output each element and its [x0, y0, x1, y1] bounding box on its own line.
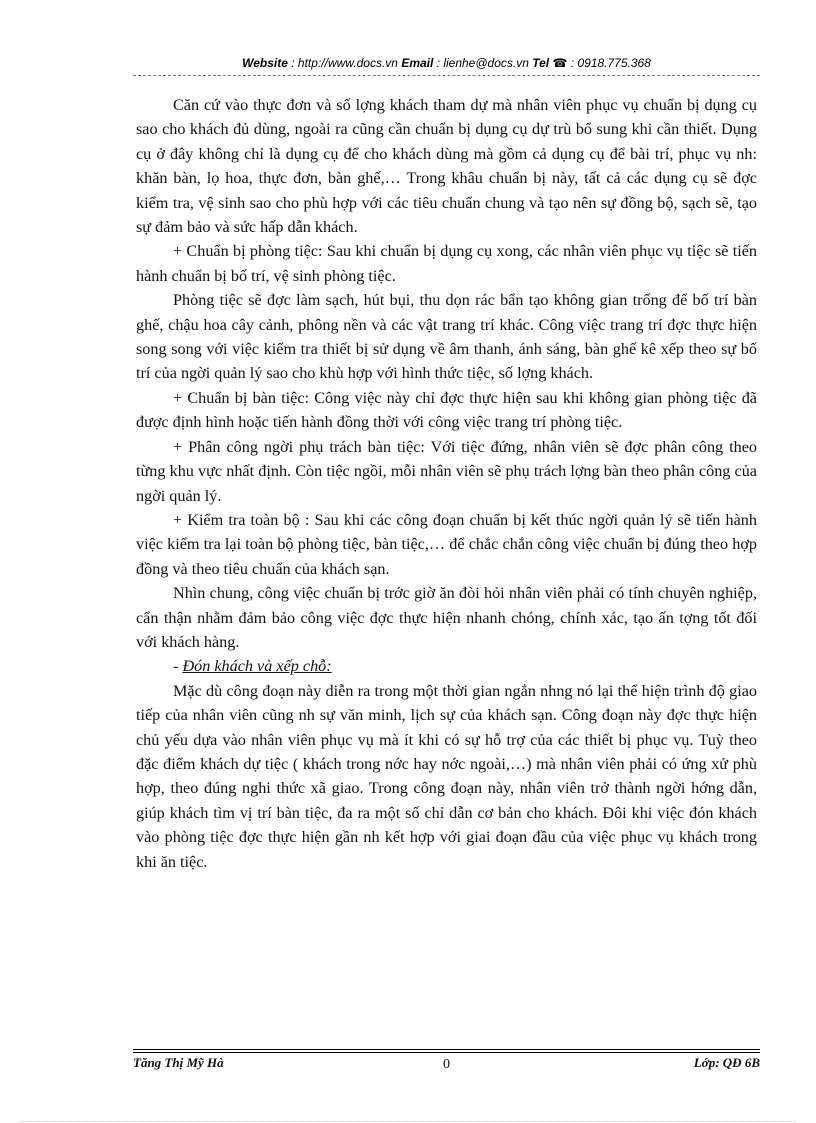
paragraph: + Kiểm tra toàn bộ : Sau khi các công đoạn chuẩn bị kết thúc ngời quản lý sẽ tiến hành việc kiểm tra lại toàn bộ phòng tiệc, bàn tiệc,… để chắc chắn công việc chuẩn bị đúng theo hợp đồng và theo tiêu chuẩn của khách sạn.	[136, 510, 757, 578]
footer-divider-top	[133, 1049, 760, 1050]
section-heading-prefix: -	[173, 657, 183, 676]
paragraph: Căn cứ vào thực đơn và số lợng khách tham dự mà nhân viên phục vụ chuẩn bị dụng cụ sao cho khách đủ dùng, ngoài ra cũng cần chuẩn bị dụng cụ dự trù bổ sung khi cần thiết. Dụng cụ ở đây không chỉ là dụng cụ để cho khách dùng mà gồm cả dụng cụ để bài trí, phục vụ nh: khăn bàn, lọ hoa, thực đơn, bàn ghế,… Trong khâu chuẩn bị này, tất cả các dụng cụ sẽ đợc kiểm tra, vệ sinh sao cho phù hợp với các tiêu chuẩn chung và tạo nên sự đồng bộ, sạch sẽ, tạo sự đảm bảo và sức hấp dẫn khách.	[136, 96, 757, 237]
page-bottom-border	[20, 1121, 796, 1122]
footer-author: Tăng Thị Mỹ Hà	[133, 1055, 224, 1070]
page-footer	[133, 1055, 760, 1075]
website-label: Website	[242, 56, 288, 70]
header-divider	[133, 75, 760, 76]
paragraph: + Phân công ngời phụ trách bàn tiệc: Với tiệc đứng, nhân viên sẽ đợc phân công theo từng khu vực nhất định. Còn tiệc ngồi, mỗi nhân viên sẽ phụ trách lợng bàn theo phân công của ngời quản lý.	[136, 437, 757, 505]
section-heading-text: Đón khách và xếp chỗ:	[182, 657, 332, 676]
phone-icon: ☎	[552, 56, 568, 70]
footer-divider-bottom	[133, 1052, 760, 1053]
email-address[interactable]: : lienhe@docs.vn	[433, 56, 533, 70]
paragraph: + Chuẩn bị bàn tiệc: Công việc này chỉ đợc thực hiện sau khi không gian phòng tiệc đã được định hình hoặc tiến hành đồng thời với công việc trang trí phòng tiệc.	[136, 388, 757, 432]
section-heading	[136, 654, 757, 678]
email-label: Email	[401, 56, 434, 70]
document-body	[136, 93, 757, 874]
page-header	[133, 56, 760, 70]
paragraph: + Chuẩn bị phòng tiệc: Sau khi chuẩn bị dụng cụ xong, các nhân viên phục vụ tiệc sẽ tiến hành chuẩn bị bố trí, vệ sinh phòng tiệc.	[136, 242, 757, 285]
tel-number: : 0918.775.368	[567, 56, 651, 70]
footer-class: Lớp: QĐ 6B	[693, 1055, 760, 1070]
paragraph: Mặc dù công đoạn này diễn ra trong một thời gian ngắn nhng nó lại thể hiện trình độ giao tiếp của nhân viên cũng nh sự văn minh, lịch sự của khách sạn. Công đoạn này đợc thực hiện chủ yếu dựa vào nhân viên phục vụ mà ít khi có sự hỗ trợ của các thiết bị phục vụ. Tuỳ theo đặc điểm khách dự tiệc ( khách trong nớc hay nớc ngoài,…) mà nhân viên phải có ứng xử phù hợp, theo đúng nghi thức xã giao. Trong công đoạn này, nhân viên trở thành ngời hớng dẫn, giúp khách tìm vị trí bàn tiệc, đa ra một số chỉ dẫn cơ bản cho khách. Đôi khi việc đón khách vào phòng tiệc đợc thực hiện gần nh kết hợp với giai đoạn đầu của việc phục vụ khách trong khi ăn tiệc.	[136, 681, 757, 871]
page-number: 0	[443, 1057, 450, 1072]
tel-label: Tel	[532, 56, 550, 70]
paragraph: Phòng tiệc sẽ đợc làm sạch, hút bụi, thu dọn rác bẩn tạo không gian trống để bố trí bàn ghế, chậu hoa cây cảnh, phông nền và các vật trang trí khác. Công việc trang trí đợc thực hiện song song với việc kiểm tra thiết bị sử dụng về âm thanh, ánh sáng, bàn ghế kê xếp theo sự bố trí của ngời quản lý sao cho khù hợp với hình thức tiệc, số lợng khách.	[136, 291, 757, 383]
paragraph: Nhìn chung, công việc chuẩn bị trớc giờ ăn đòi hỏi nhân viên phải có tính chuyên nghiệp, cẩn thận nhằm đảm bảo công việc đợc thực hiện nhanh chóng, chính xác, tạo ấn tợng tốt đối với khách hàng.	[136, 584, 757, 651]
website-url[interactable]: : http://www.docs.vn	[287, 56, 402, 70]
